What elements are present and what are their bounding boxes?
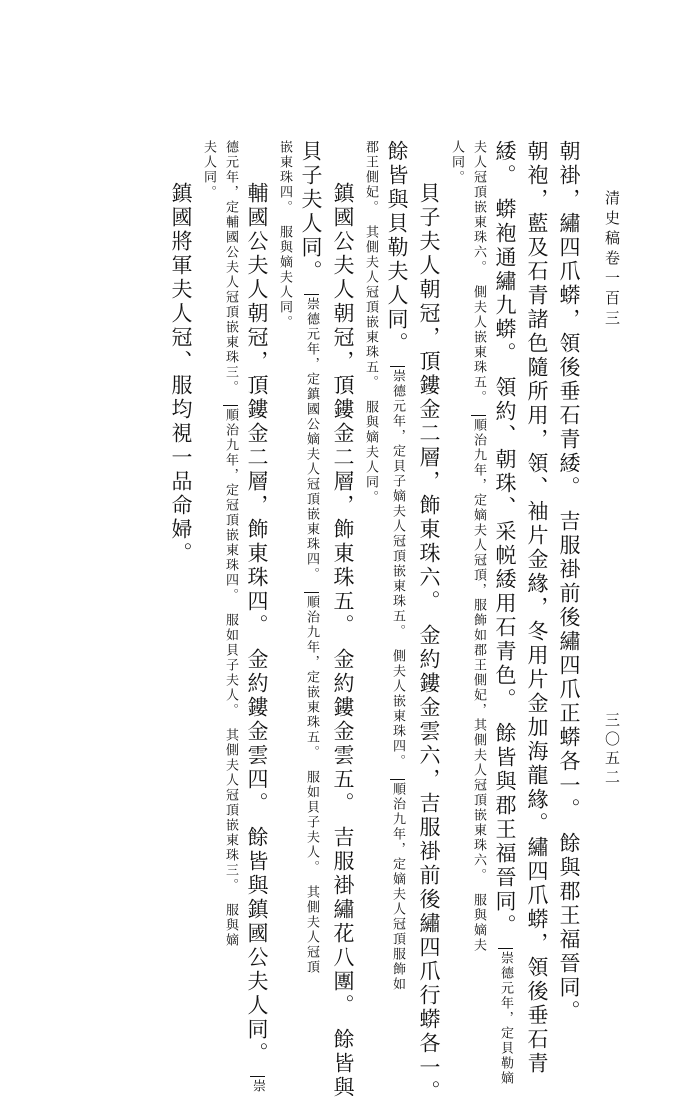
- text-column: [381, 140, 413, 992]
- annotation-note: 崇德元年，定貝勒嫡: [498, 948, 513, 1086]
- main-text: 餘皆與: [331, 1028, 355, 1100]
- text-column: [413, 140, 445, 1104]
- text-column: [327, 140, 359, 1100]
- annotation-note: 嵌東珠四。: [277, 140, 292, 215]
- main-text: 餘與郡王福晉同。: [557, 832, 581, 1024]
- annotation-note: 側夫人嵌東珠五。: [471, 285, 486, 405]
- annotation-note: 人同。: [449, 140, 464, 185]
- annotation-note: 其側夫人冠頂: [304, 885, 319, 975]
- annotation-note: 服與嫡夫人同。: [277, 225, 292, 330]
- main-text: 鎮國公夫人朝冠，頂鏤金二層，飾東珠五。: [331, 182, 355, 638]
- text-column: [489, 140, 521, 1086]
- main-text: 領約、朝珠、采帨緌用石青色。: [493, 376, 517, 712]
- annotation-note: 夫人同。: [201, 140, 216, 200]
- text-column: [241, 140, 273, 1094]
- text-column: [295, 140, 327, 975]
- running-header-title: 清史稿卷一百三: [603, 190, 621, 330]
- main-text: 朝褂，繡四爪蟒，領後垂石青緌。: [557, 140, 581, 500]
- vertical-text-body: [105, 140, 585, 1104]
- annotation-note: 其側夫人冠頂嵌東珠三。: [223, 728, 238, 893]
- main-text: 餘皆與郡王福晉同。: [493, 722, 517, 938]
- annotation-note: 服與嫡夫人同。: [363, 400, 378, 505]
- annotation-note: 其側夫人冠頂嵌東珠五。: [363, 225, 378, 390]
- main-text: 吉服褂前後繡四爪正蟒各一。: [557, 510, 581, 822]
- annotation-column: [359, 140, 381, 920]
- main-text: 鎮國將軍夫人冠、服均視一品命婦。: [169, 182, 193, 566]
- page-number: 三〇五二: [603, 712, 621, 788]
- annotation-note: 郡王側妃。: [363, 140, 378, 215]
- main-text: 輔國公夫人朝冠，頂鏤金二層，飾東珠四。: [245, 182, 269, 638]
- annotation-note: 德元年，定輔國公夫人冠頂嵌東珠三。: [223, 140, 238, 395]
- text-column: [165, 140, 197, 920]
- main-text: 貝子夫人朝冠，頂鏤金二層，飾東珠六。: [417, 182, 441, 614]
- annotation-note: 順治九年，定嵌東珠五。: [304, 592, 319, 760]
- main-text: 金約鏤金雲四。: [245, 648, 269, 816]
- text-column: [521, 140, 553, 1076]
- annotation-note: 崇: [250, 1076, 265, 1094]
- main-text: 吉服褂繡花八團。: [331, 826, 355, 1018]
- main-text: 緌。: [493, 140, 517, 188]
- annotation-note: 順治九年，定嫡夫人冠頂，服飾如郡王側妃，其側夫人冠頂嵌東珠六。: [471, 415, 486, 883]
- annotation-note: 順治九年，定嫡夫人冠頂服飾如: [390, 779, 405, 992]
- annotation-note: 夫人冠頂嵌東珠六。: [471, 140, 486, 275]
- annotation-column: [467, 140, 489, 953]
- annotation-note: 服如貝子夫人。: [223, 613, 238, 718]
- text-column: [553, 140, 585, 1024]
- main-text: 蟒袍通繡九蟒。: [493, 198, 517, 366]
- annotation-column: [273, 140, 295, 920]
- main-text: 餘皆與鎮國公夫人同。: [245, 826, 269, 1066]
- annotation-note: 側夫人嵌東珠四。: [390, 649, 405, 769]
- main-text: 金約鏤金雲五。: [331, 648, 355, 816]
- annotation-note: 服與嫡: [223, 903, 238, 948]
- annotation-note: 崇德元年，定貝子嫡夫人冠頂嵌東珠五。: [390, 366, 405, 639]
- main-text: 金約鏤金雲六，吉服褂前後繡四爪行蟒各一。: [417, 624, 441, 1104]
- annotation-note: 崇德元年，定鎮國公嫡夫人冠頂嵌東珠四。: [304, 294, 319, 582]
- main-text: 繡四爪蟒，領後垂石青: [525, 836, 549, 1076]
- main-text: 貝子夫人同。: [299, 140, 323, 284]
- annotation-column: [445, 140, 467, 920]
- annotation-column: [197, 140, 219, 920]
- main-text: 餘皆與貝勒夫人同。: [385, 140, 409, 356]
- annotation-note: 服與嫡夫: [471, 893, 486, 953]
- annotation-column: [219, 140, 241, 948]
- annotation-note: 服如貝子夫人。: [304, 770, 319, 875]
- main-text: 朝袍，藍及石青諸色隨所用，領、袖片金緣，冬用片金加海龍緣。: [525, 140, 549, 836]
- annotation-note: 順治九年，定冠頂嵌東珠四。: [223, 405, 238, 603]
